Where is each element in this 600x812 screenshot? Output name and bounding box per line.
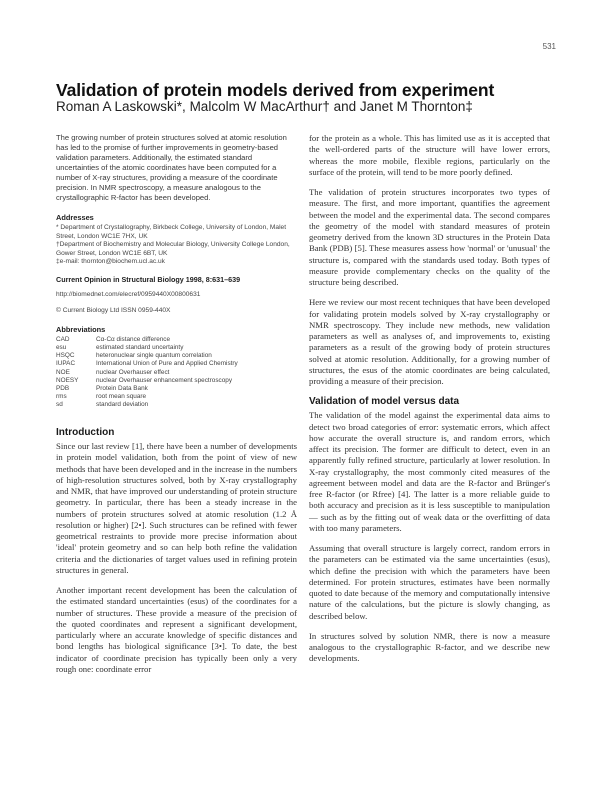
- abbreviation-term: IUPAC: [56, 360, 76, 368]
- abbreviation-term: rms: [56, 392, 67, 400]
- abbreviation-term: esu: [56, 344, 67, 352]
- abbreviation-term: CAD: [56, 336, 70, 344]
- section-heading: Introduction: [56, 427, 115, 438]
- copyright-line: © Current Biology Ltd ISSN 0959-440X: [56, 306, 171, 314]
- abbreviations-heading: Abbreviations: [56, 325, 106, 335]
- electronic-url: http://biomednet.com/elecref/0959440X00800631: [56, 290, 201, 298]
- abstract-text: The growing number of protein structures solved at atomic resolution has led to the promise of further improvements in geometry-based validation parameters. Additionally, the estimated standard uncertainties of the atomic coordinates have been computed for a number of X-ray structures, providing a measure of the coordinate precision. In NMR spectroscopy, a measure analogous to the crystallographic R-factor has been developed.: [56, 133, 287, 202]
- abbreviation-row: [56, 344, 238, 352]
- abbreviation-term: NOE: [56, 368, 70, 376]
- left-column: [56, 133, 297, 684]
- abbreviation-definition: heteronuclear single quantum correlation: [96, 352, 212, 360]
- author-line: Roman A Laskowski*, Malcolm W MacArthur† and Janet M Thornton‡: [56, 99, 473, 114]
- abbreviations-block: [56, 325, 297, 409]
- abbreviation-row: [56, 385, 238, 393]
- address-line: †Department of Biochemistry and Molecular Biology, University College London, Gower Street, London WC1E 6BT, UK: [56, 241, 290, 257]
- body-paragraph: Here we review our most recent techniques that have been developed for validating protein models solved by X-ray crystallography or NMR spectroscopy. They include new methods, new validation parameters as well as analyses of, and improvements to, existing parameters as a result of the growing body of protein structures solved at atomic resolution. Additionally, for a growing number of structures, the esus of the atomic coordinates are being calculated, providing a measure of their precision.: [309, 297, 550, 386]
- abbreviation-term: HSQC: [56, 352, 75, 360]
- page-number: 531: [542, 42, 556, 51]
- body-paragraph: In structures solved by solution NMR, there is now a measure analogous to the crystallographic R-factor, and we describe new developments.: [309, 630, 550, 664]
- section-heading: Validation of model versus data: [309, 396, 460, 408]
- abbreviation-definition: nuclear Overhauser effect: [96, 368, 170, 376]
- abbreviation-row: [56, 360, 238, 368]
- email-line: ‡e-mail: thornton@biochem.ucl.ac.uk: [56, 258, 165, 266]
- abbreviation-definition: estimated standard uncertainty: [96, 344, 184, 352]
- body-paragraph: The validation of protein structures incorporates two types of measure. The first, and more important, quantifies the agreement between the model and the experimental data. The second compares the geometry of the model with standard measures of protein geometry derived from the known 3D structures in the Protein Data Bank (PDB) [5]. These measures assess how 'normal' or 'unusual' the structure is, compared with the standards used today. Both types of measure provide complementary checks on the quality of the structure being described.: [309, 187, 550, 287]
- body-paragraph: Assuming that overall structure is largely correct, random errors in the parameters can be estimated via the same uncertainties (esus), which define the precision with which the parameters have been determined. For protein structures, estimates have been normally quoted to date because of the memory and computationally intensive nature of the calculations, but the picture is slowly changing, as described below.: [309, 543, 550, 621]
- abbreviation-definition: standard deviation: [96, 400, 149, 408]
- abbreviation-definition: root mean square: [96, 392, 147, 400]
- citation-block: [56, 275, 297, 315]
- journal-citation: Current Opinion in Structural Biology 1998, 8:631–639: [56, 274, 241, 284]
- abbreviation-term: NOESY: [56, 376, 79, 384]
- article-title: Validation of protein models derived from experiment: [56, 80, 495, 100]
- abbreviations-table: [56, 336, 238, 409]
- abstract: [56, 133, 297, 203]
- abbreviation-row: [56, 369, 238, 377]
- abbreviation-row: [56, 377, 238, 385]
- address-line: * Department of Crystallography, Birkbeck College, University of London, Malet Street, London WC1E 7HX, UK: [56, 224, 287, 240]
- body-paragraph: Another important recent development has been the calculation of the estimated standard uncertainties (esus) of the coordinates for a number of structures. These provide a measure of the precision of the quoted coordinates and represent a significant development, particularly where an accurate knowledge of specific distances and bond lengths has biological significance [3•]. To date, the best indicator of coordinate precision has typically been only a very rough one: coordinate error: [56, 585, 297, 674]
- body-paragraph: Since our last review [1], there have been a number of developments in protein model validation, both from the point of view of new methods that have been developed and in the increase in the numbers of high-resolution structures solved, both by X-ray crystallography and NMR, that have improved our understanding of protein structure geometry. In particular, there has been a steady increase in the numbers of protein structures solved at atomic resolution (1.2 Å resolution or higher) [2•]. Such structures can be refined with fewer geometrical restraints to provide more precise information about 'ideal' protein geometry and so can help both refine the validation criteria and the dictionaries of target values used in refining protein structures in general.: [56, 441, 297, 575]
- addresses-heading: Addresses: [56, 213, 94, 222]
- abbreviation-definition: Cα-Cα distance difference: [96, 336, 171, 344]
- abbreviation-definition: nuclear Overhauser enhancement spectroscopy: [96, 376, 233, 384]
- abbreviation-row: [56, 393, 238, 401]
- abbreviation-term: sd: [56, 400, 63, 408]
- body-paragraph: for the protein as a whole. This has limited use as it is accepted that the well-ordered parts of the structure will have lower errors, whereas the more mobile, flexible regions, particularly on the surface of the protein, will tend to be more poorly defined.: [309, 133, 550, 177]
- abbreviation-row: [56, 352, 238, 360]
- addresses-block: [56, 213, 297, 267]
- body-paragraph: The validation of the model against the experimental data aims to detect two broad categories of error: systematic errors, which affect how accurate the overall structure is, and random errors, which affect its precision. The former are difficult to detect, even in an apparently fully refined structure, particularly at lower resolution. In X-ray crystallography, the most commonly cited measures of the agreement between model and data are the R-factor and Brünger's free R-factor (or Rfree) [4]. The latter is a more reliable guide to both accuracy and precision as it is less susceptible to manipulation — such as by the fitting out of weak data or the overfitting of data with too many parameters.: [309, 410, 550, 533]
- right-column: [309, 133, 550, 674]
- abbreviation-row: [56, 336, 238, 344]
- abbreviation-row: [56, 401, 238, 409]
- abbreviation-definition: Protein Data Bank: [96, 384, 148, 392]
- abbreviation-definition: International Union of Pure and Applied Chemistry: [96, 360, 238, 368]
- abbreviation-term: PDB: [56, 384, 70, 392]
